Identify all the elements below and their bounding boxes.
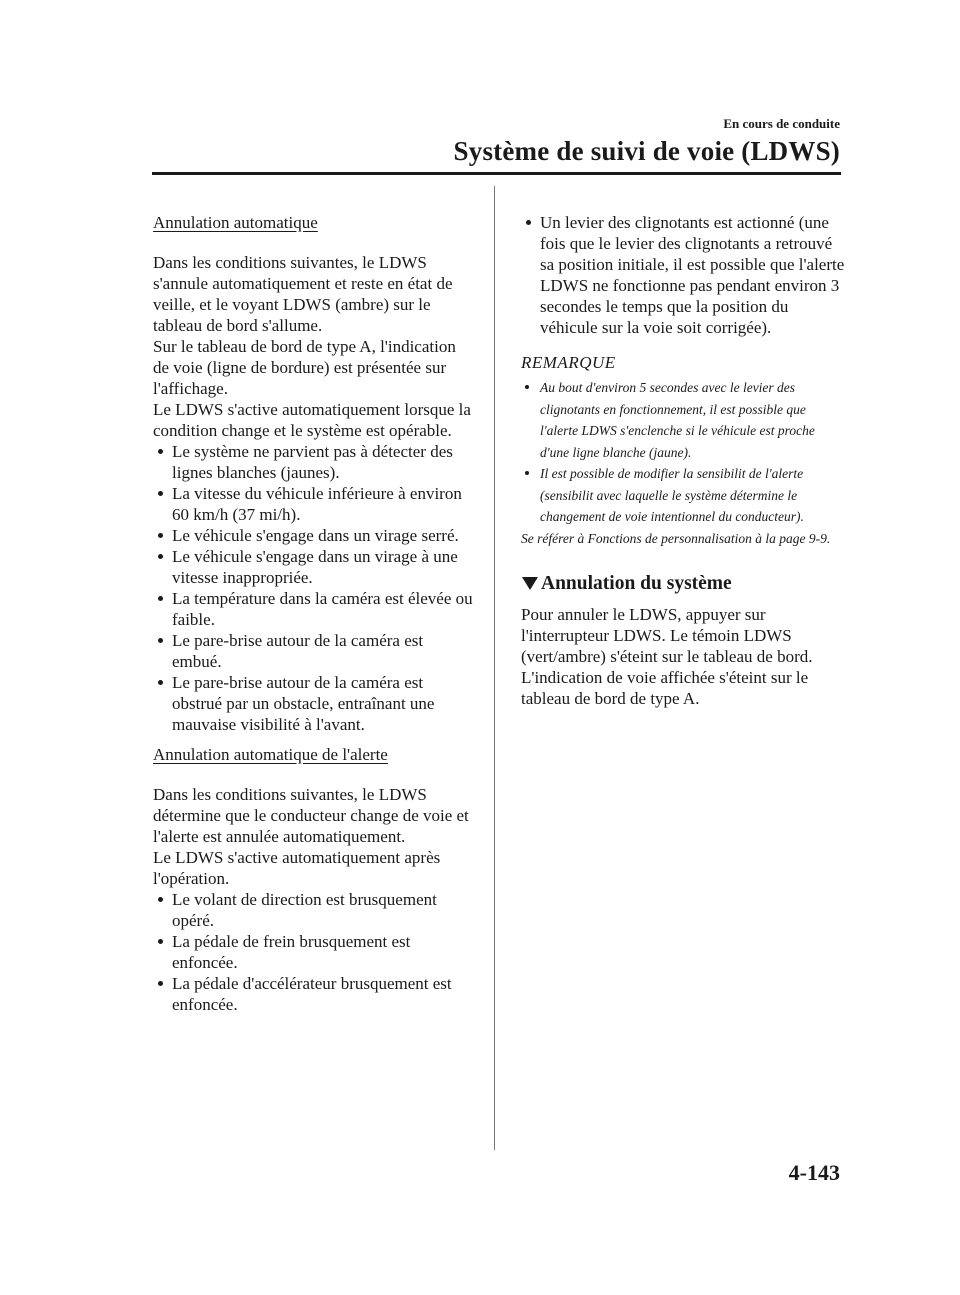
note-reference: Se référer à Fonctions de personnalisation à la page 9-9. [521, 530, 831, 546]
bullet-icon [158, 638, 163, 643]
system-cancel-heading-text: Annulation du système [541, 573, 732, 594]
system-cancel-heading [521, 573, 846, 594]
list-item: La vitesse du véhicule inférieure à environ 60 km/h (37 mi/h). [153, 483, 473, 525]
bullet-icon [158, 680, 163, 685]
bullet-icon [158, 533, 163, 538]
bullet-icon [525, 385, 529, 389]
note-item: Il est possible de modifier la sensibilit de l'alerte (sensibilit avec laquelle le système détermine le changement de voie intentionnel du conducteur). [521, 463, 846, 528]
section-title: Système de suivi de voie (LDWS) [453, 136, 840, 166]
paragraph: Sur le tableau de bord de type A, l'indication de voie (ligne de bordure) est présentée sur l'affichage. [153, 337, 456, 398]
paragraph: Dans les conditions suivantes, le LDWS détermine que le conducteur change de voie et l'alerte est annulée automatiquement. [153, 785, 469, 846]
bullet-icon [158, 897, 163, 902]
auto-cancel-heading: Annulation automatique [153, 213, 318, 232]
list-item: Le pare-brise autour de la caméra est obstrué par un obstacle, entraînant une mauvaise visibilité à l'avant. [153, 672, 473, 735]
bullet-icon [158, 491, 163, 496]
bullet-icon [525, 471, 529, 475]
list-item: Le pare-brise autour de la caméra est embué. [153, 630, 473, 672]
list-item: Le véhicule s'engage dans un virage à une vitesse inappropriée. [153, 546, 473, 588]
note-item: Au bout d'environ 5 secondes avec le levier des clignotants en fonctionnement, il est possible que l'alerte LDWS s'enclenche si le véhicule est proche d'une ligne blanche (jaune). [521, 377, 846, 463]
down-triangle-icon [522, 577, 538, 590]
alert-cancel-conditions-continued [521, 212, 846, 338]
list-item: Le système ne parvient pas à détecter des lignes blanches (jaunes). [153, 441, 473, 483]
list-item: La pédale de frein brusquement est enfoncée. [153, 931, 473, 973]
list-item: Le volant de direction est brusquement opéré. [153, 889, 473, 931]
list-item: La température dans la caméra est élevée ou faible. [153, 588, 473, 630]
header-divider [152, 172, 841, 175]
page-number: 4-143 [788, 1160, 840, 1185]
bullet-icon [526, 220, 531, 225]
paragraph: Le LDWS s'active automatiquement lorsque la condition change et le système est opérable. [153, 400, 471, 440]
list-item: La pédale d'accélérateur brusquement est enfoncée. [153, 973, 473, 1015]
column-divider [494, 186, 495, 1150]
list-item: Un levier des clignotants est actionné (une fois que le levier des clignotants a retrouvé sa position initiale, il est possible que l'alerte LDWS ne fonctionne pas pendant environ 3 secondes le temps que la position du véhicule sur la voie soit corrigée). [521, 212, 846, 338]
paragraph: L'indication de voie affichée s'éteint sur le tableau de bord de type A. [521, 668, 809, 708]
right-column [521, 212, 846, 709]
paragraph: Le LDWS s'active automatiquement après l'opération. [153, 848, 441, 888]
paragraph: Dans les conditions suivantes, le LDWS s'annule automatiquement et reste en état de veille, et le voyant LDWS (ambre) sur le tableau de bord s'allume. [153, 253, 453, 335]
list-item: Le véhicule s'engage dans un virage serré. [153, 525, 473, 546]
bullet-icon [158, 596, 163, 601]
bullet-icon [158, 554, 163, 559]
bullet-icon [158, 939, 163, 944]
bullet-icon [158, 981, 163, 986]
alert-cancel-heading: Annulation automatique de l'alerte [153, 745, 388, 764]
note-block [521, 377, 846, 549]
bullet-icon [158, 449, 163, 454]
note-label: REMARQUE [521, 353, 616, 372]
alert-cancel-conditions [153, 889, 473, 1015]
auto-cancel-conditions [153, 441, 473, 735]
chapter-label: En cours de conduite [723, 116, 840, 131]
paragraph: Pour annuler le LDWS, appuyer sur l'interrupteur LDWS. Le témoin LDWS (vert/ambre) s'éteint sur le tableau de bord. [521, 605, 813, 666]
left-column [153, 212, 473, 1024]
